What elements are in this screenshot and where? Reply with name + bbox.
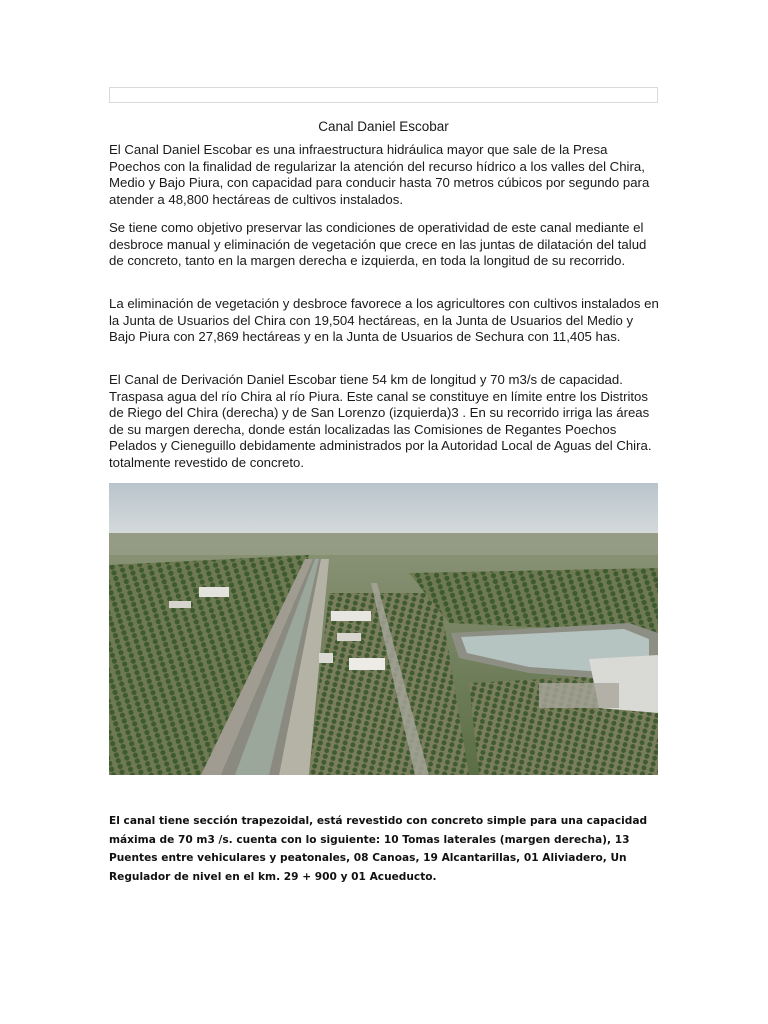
paragraph-beneficiaries: La eliminación de vegetación y desbroce favorece a los agricultores con cultivos instalados en la Junta de Usuarios del Chira con 19,504 hectáreas, en la Junta de Usuarios del Medio y Bajo Piura con 27,869 hectáreas y en la Junta de Usuarios de Sechura con 11,405 has.: [109, 296, 659, 345]
document-title: Canal Daniel Escobar: [318, 119, 449, 134]
paragraph-intro: El Canal Daniel Escobar es una infraestructura hidráulica mayor que sale de la Presa Poechos con la finalidad de regularizar la atención del recurso hídrico a los valles del Chira, Medio y Bajo Piura, con capacidad para conducir hasta 70 metros cúbicos por segundo para atender a 48,800 hectáreas de cultivos instalados.: [109, 142, 650, 207]
photo-caption: El canal tiene sección trapezoidal, está revestido con concreto simple para una capacidad máxima de 70 m3 /s. cuenta con lo siguiente: 10 Tomas laterales (margen derecha), 13 Puentes entre vehiculares y peatonales, 08 Canoas, 19 Alcantarillas, 01 Aliviadero, Un Regulador de nivel en el km. 29 + 900 y 01 Acueducto.: [109, 815, 648, 883]
aerial-canal-photo: [109, 483, 658, 775]
header-box: [109, 87, 658, 103]
paragraph-objective: Se tiene como objetivo preservar las condiciones de operatividad de este canal mediante el desbroce manual y eliminación de vegetación que crece en las juntas de dilatación del talud de concreto, tanto en la margen derecha e izquierda, en toda la longitud de su recorrido.: [109, 220, 647, 269]
paragraph-canal-details: El Canal de Derivación Daniel Escobar tiene 54 km de longitud y 70 m3/s de capacidad. Traspasa agua del río Chira al río Piura. Este canal se constituye en límite entre los Distritos de Riego del Chira (derecha) y de San Lorenzo (izquierda)3 . En su recorrido irriga las áreas de su margen derecha, donde están localizadas las Comisiones de Regantes Poechos Pelados y Cieneguillo debidamente administrados por la Autoridad Local de Aguas del Chira. totalmente revestido de concreto.: [109, 372, 652, 470]
